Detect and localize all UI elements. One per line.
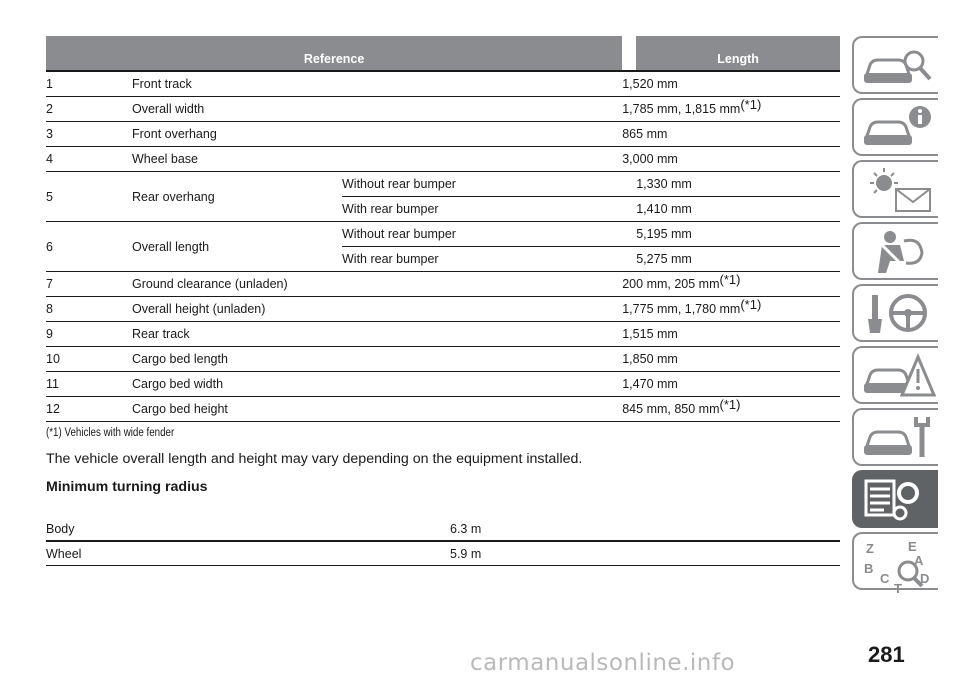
row-value: 1,775 mm, 1,780 mm (622, 302, 741, 316)
row-value: 1,330 mm (636, 172, 840, 197)
row-label: Cargo bed height (132, 397, 622, 422)
row-value: 3,000 mm (622, 147, 840, 172)
table-header-row (46, 36, 840, 71)
row-condition: With rear bumper (342, 197, 636, 222)
row-value-cell (622, 97, 840, 122)
row-value: 200 mm, 205 mm (622, 277, 720, 291)
tab-key-steering-wheel[interactable] (852, 284, 938, 342)
row-value: 5.9 m (450, 541, 840, 566)
row-number: 10 (46, 347, 132, 372)
table-footnote: (*1) Vehicles with wide fender (46, 427, 175, 439)
index-letter: Z (866, 541, 874, 556)
row-value: 1,785 mm, 1,815 mm (622, 102, 741, 116)
row-number: 12 (46, 397, 132, 422)
header-gap (622, 36, 636, 71)
table-row (46, 71, 840, 97)
row-value: 845 mm, 850 mm (622, 402, 720, 416)
table-row (46, 297, 840, 322)
dimensions-table (46, 36, 840, 422)
row-value: 1,470 mm (622, 372, 840, 397)
index-letter: B (864, 561, 874, 576)
row-value: 5,195 mm (636, 222, 840, 247)
footnote-marker: (*1) (740, 297, 762, 312)
index-letter: C (880, 571, 890, 586)
turning-radius-table (46, 517, 840, 566)
row-label: Overall length (132, 222, 342, 272)
row-label: Rear track (132, 322, 622, 347)
table-row (46, 347, 840, 372)
row-label: Ground clearance (unladen) (132, 272, 622, 297)
turning-radius-heading: Minimum turning radius (46, 479, 208, 495)
row-label: Front track (132, 71, 622, 97)
row-value: 1,850 mm (622, 347, 840, 372)
tab-dashboard-lights[interactable] (852, 160, 938, 218)
footnote-marker: (*1) (719, 272, 741, 287)
dashboard-lights-icon (860, 165, 938, 215)
index-letter: A (914, 553, 924, 568)
row-value: 1,520 mm (622, 71, 840, 97)
row-value-cell (622, 272, 840, 297)
row-label: Cargo bed width (132, 372, 622, 397)
content (46, 36, 840, 566)
row-number: 5 (46, 172, 132, 222)
row-label: Rear overhang (132, 172, 342, 222)
table-row (46, 322, 840, 347)
watermark: carmanualsonline.info (470, 650, 736, 676)
row-number: 4 (46, 147, 132, 172)
index-letter: E (908, 539, 917, 554)
row-number: 9 (46, 322, 132, 347)
footnote-marker: (*1) (719, 397, 741, 412)
row-value-cell (622, 397, 840, 422)
row-value: 1,515 mm (622, 322, 840, 347)
row-value: 1,410 mm (636, 197, 840, 222)
row-label: Wheel base (132, 147, 622, 172)
car-warning-triangle-icon (860, 351, 938, 401)
row-label: Wheel (46, 541, 450, 566)
row-label: Cargo bed length (132, 347, 622, 372)
tab-alphabetical-index[interactable] (852, 532, 938, 595)
row-label: Overall height (unladen) (132, 297, 622, 322)
body-paragraph: The vehicle overall length and height may vary depending on the equipment installed. (46, 451, 583, 467)
row-number: 3 (46, 122, 132, 147)
technical-data-icon (860, 475, 938, 525)
table-row (46, 541, 840, 566)
row-condition: Without rear bumper (342, 172, 636, 197)
table-row (46, 272, 840, 297)
table-row (46, 172, 840, 197)
reference-header: Reference (46, 36, 622, 71)
tab-car-search[interactable] (852, 36, 938, 94)
page-number: 281 (868, 642, 905, 667)
tab-car-info[interactable] (852, 98, 938, 156)
row-number: 7 (46, 272, 132, 297)
footnote-marker: (*1) (740, 97, 762, 112)
tab-seatbelt-airbag[interactable] (852, 222, 938, 280)
row-condition: With rear bumper (342, 247, 636, 272)
table-row (46, 517, 840, 541)
car-info-icon (860, 103, 938, 153)
row-number: 11 (46, 372, 132, 397)
row-label: Body (46, 517, 450, 541)
length-header: Length (636, 36, 840, 71)
tab-car-warning[interactable] (852, 346, 938, 404)
row-value: 5,275 mm (636, 247, 840, 272)
row-number: 2 (46, 97, 132, 122)
car-wrench-icon (860, 413, 938, 463)
index-letter: T (894, 581, 902, 595)
table-row (46, 147, 840, 172)
seatbelt-airbag-icon (860, 227, 938, 277)
alphabetical-index-icon (860, 537, 938, 595)
index-letter: D (920, 571, 930, 586)
table-row (46, 122, 840, 147)
row-number: 1 (46, 71, 132, 97)
row-number: 8 (46, 297, 132, 322)
row-value: 6.3 m (450, 517, 840, 541)
car-search-icon (860, 41, 938, 91)
row-condition: Without rear bumper (342, 222, 636, 247)
row-label: Overall width (132, 97, 622, 122)
row-number: 6 (46, 222, 132, 272)
tab-technical-data[interactable] (852, 470, 938, 528)
key-steering-wheel-icon (860, 289, 938, 339)
table-row (46, 97, 840, 122)
tab-car-maintenance[interactable] (852, 408, 938, 466)
table-row (46, 397, 840, 422)
row-value: 865 mm (622, 122, 840, 147)
table-row (46, 222, 840, 247)
row-label: Front overhang (132, 122, 622, 147)
row-value-cell (622, 297, 840, 322)
table-row (46, 372, 840, 397)
